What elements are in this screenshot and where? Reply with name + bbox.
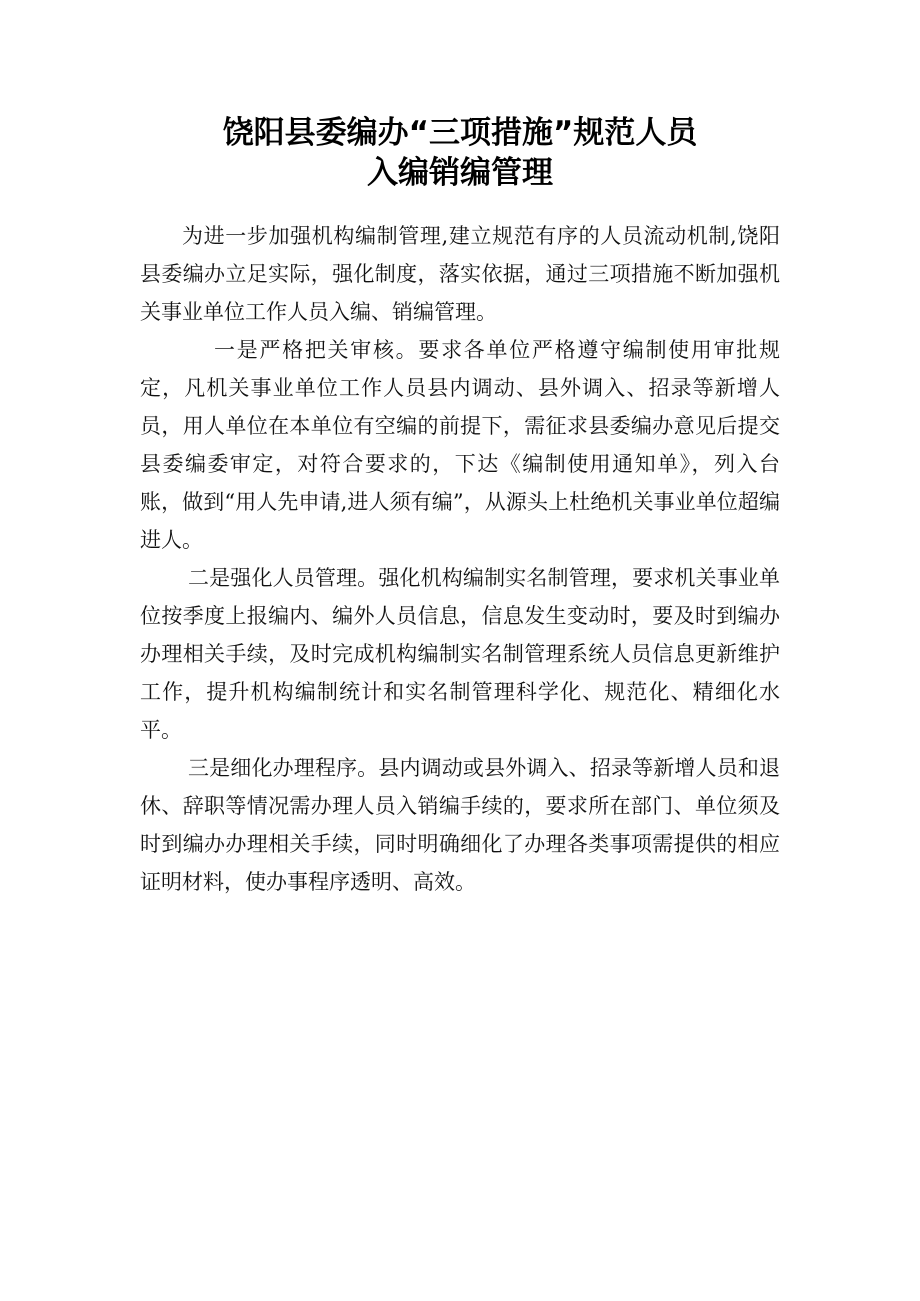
document-title-line-2: 入编销编管理	[367, 155, 553, 191]
paragraph-measure-2: 二是强化人员管理。强化机构编制实名制管理，要求机关事业单位按季度上报编内、编外人员信息，信息发生变动时，要及时到编办办理相关手续，及时完成机构编制实名制管理系统人员信息更新维护工作，提升机构编制统计和实名制管理科学化、规范化、精细化水平。	[140, 566, 780, 742]
paragraph-measure-1: 一是严格把关审核。要求各单位严格遵守编制使用审批规定，凡机关事业单位工作人员县内调动、县外调入、招录等新增人员，用人单位在本单位有空编的前提下，需征求县委编办意见后提交县委编委审定，对符合要求的，下达《编制使用通知单》，列入台账，做到“用人先申请,进人须有编”，从源头上杜绝机关事业单位超编进人。	[140, 338, 780, 552]
document-title-line-1: 饶阳县委编办“三项措施”规范人员	[222, 115, 698, 151]
document-body	[140, 217, 780, 901]
paragraph-measure-3: 三是细化办理程序。县内调动或县外调入、招录等新增人员和退休、辞职等情况需办理人员入销编手续的，要求所在部门、单位须及时到编办办理相关手续，同时明确细化了办理各类事项需提供的相应证明材料，使办事程序透明、高效。	[140, 756, 780, 894]
paragraph-intro: 为进一步加强机构编制管理,建立规范有序的人员流动机制,饶阳县委编办立足实际，强化制度，落实依据，通过三项措施不断加强机关事业单位工作人员入编、销编管理。	[140, 224, 780, 324]
